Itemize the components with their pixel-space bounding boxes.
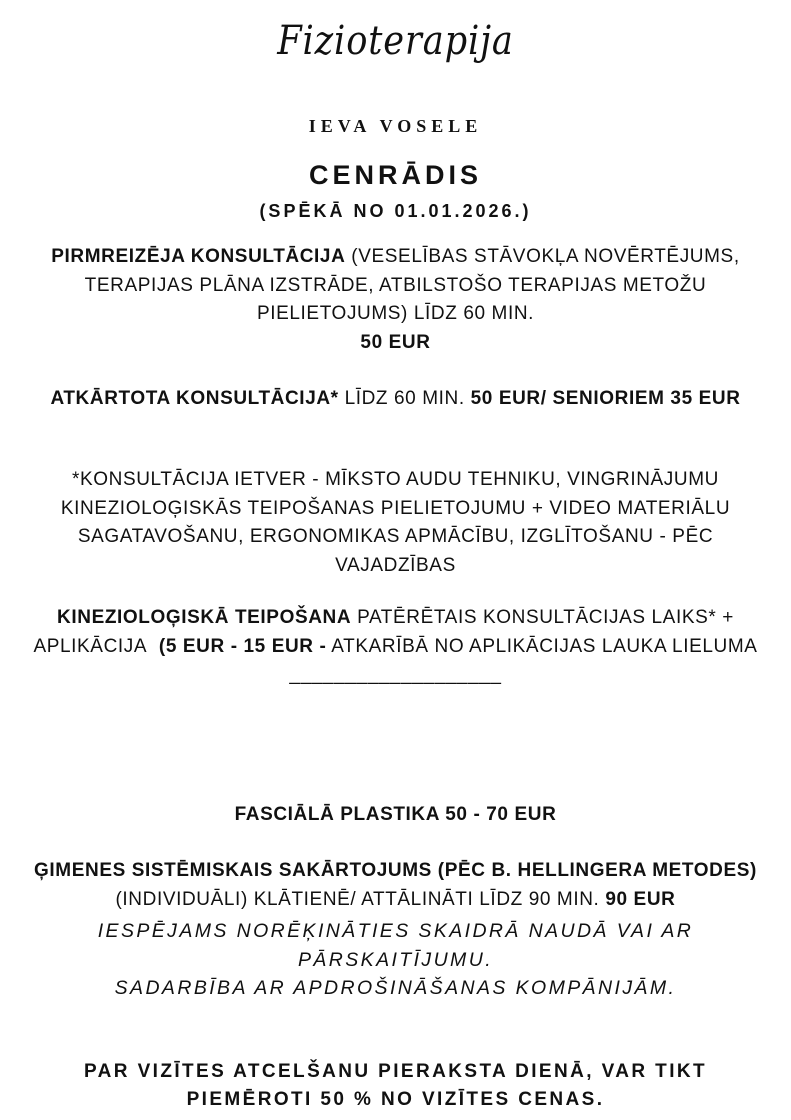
service-name: KINEZIOLOĢISKĀ TEIPOŠANA: [57, 607, 352, 628]
service-price: 90 EUR: [605, 888, 676, 910]
separator-line: ___________________: [289, 664, 502, 685]
owner-name: IEVA VOSELE: [308, 116, 483, 136]
payment-note: IESPĒJAMS NORĒĶINĀTIES SKAIDRĀ NAUDĀ VAI AR PĀRSKAITĪJUMU.: [97, 920, 694, 971]
cancellation-policy: [22, 1058, 769, 1114]
first-consultation: [22, 243, 769, 357]
family-constellation: [22, 857, 769, 914]
note-text: *KONSULTĀCIJA IETVER - MĪKSTO AUDU TEHNIKU, VINGRINĀJUMU KINEZIOLOĢISKĀS TEIPOŠANAS PIELIETOJUMU + VIDEO MATERIĀLU SAGATAVOŠANU, ERGONOMIKAS APMĀCĪBU, IZGLĪTOŠANU - PĒC VAJADZĪBAS: [60, 469, 731, 576]
service-desc: LĪDZ 60 MIN.: [344, 388, 465, 409]
kinesio-taping: [22, 604, 769, 690]
service-price: 50 EUR/ SENIORIEM 35 EUR: [470, 388, 741, 409]
service-price: 50 EUR: [360, 331, 431, 353]
service-name: FASCIĀLĀ PLASTIKA 50 - 70 EUR: [234, 804, 557, 825]
insurance-note: SADARBĪBA AR APDROŠINĀŠANAS KOMPĀNIJĀM.: [114, 977, 677, 999]
payment-notes: [22, 917, 769, 1003]
service-price: (5 EUR - 15 EUR -: [158, 635, 327, 657]
service-desc-after: ATKARĪBĀ NO APLIKĀCIJAS LAUKA LIELUMA: [331, 635, 758, 657]
repeat-consultation: [22, 385, 769, 414]
service-name: ATKĀRTOTA KONSULTĀCIJA*: [50, 388, 339, 409]
service-name: ĢIMENES SISTĒMISKAIS SAKĀRTOJUMS (PĒC B. HELLINGERA METODES): [34, 860, 757, 881]
service-name: PIRMREIZĒJA KONSULTĀCIJA: [51, 246, 346, 267]
page-title: CENRĀDIS: [308, 160, 482, 190]
service-desc: PATĒRĒTAIS KONSULTĀCIJAS LAIKS* + APLIKĀCIJA: [33, 607, 734, 657]
logo: Fizioterapija: [277, 18, 514, 64]
service-desc: (VESELĪBAS STĀVOKĻA NOVĒRTĒJUMS, TERAPIJAS PLĀNA IZSTRĀDE, ATBILSTOŠO TERAPIJAS METOŽU PIELIETOJUMS) LĪDZ 60 MIN.: [84, 246, 740, 324]
validity-subtitle: (SPĒKĀ NO 01.01.2026.): [259, 201, 532, 221]
service-desc: (INDIVIDUĀLI) KLĀTIENĒ/ ATTĀLINĀTI LĪDZ 90 MIN.: [115, 888, 600, 910]
fascial-plastics: [22, 801, 769, 830]
consultation-note: [22, 466, 769, 580]
cancellation-text: PAR VIZĪTES ATCELŠANU PIERAKSTA DIENĀ, VAR TIKT PIEMĒROTI 50 % NO VIZĪTES CENAS.: [84, 1061, 707, 1110]
